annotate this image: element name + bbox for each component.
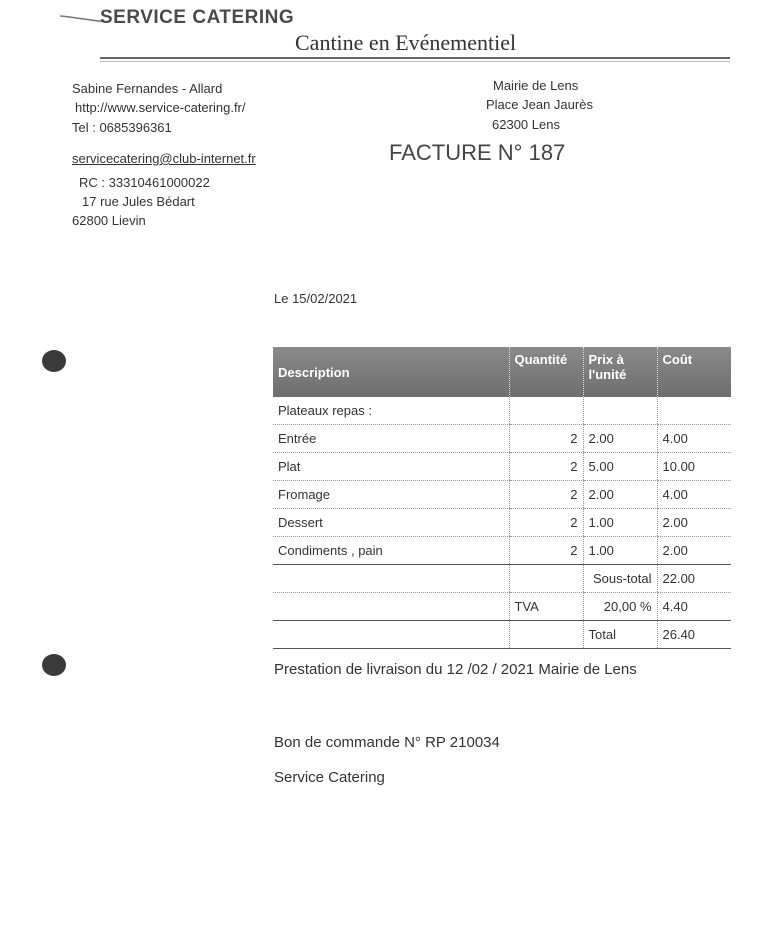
signature-name: Service Catering — [274, 769, 385, 786]
subtotal-row — [273, 565, 731, 593]
punch-hole-bottom — [42, 654, 66, 676]
recipient-city: 62300 Lens — [492, 117, 560, 132]
item-description: Plat — [273, 453, 509, 481]
header-unit-price-line2: l'unité — [588, 367, 627, 382]
subtotal-value: 22.00 — [657, 565, 731, 593]
item-unit-price: 1.00 — [583, 509, 657, 537]
section-label: Plateaux repas : — [273, 397, 509, 425]
item-quantity: 2 — [509, 425, 583, 453]
recipient-address: Place Jean Jaurès — [486, 97, 593, 112]
item-cost: 4.00 — [657, 481, 731, 509]
table-row — [273, 453, 731, 481]
sender-contact: Sabine Fernandes - Allard — [72, 81, 223, 96]
item-cost: 10.00 — [657, 453, 731, 481]
total-row — [273, 621, 731, 649]
header-quantity: Quantité — [509, 347, 583, 397]
sender-email[interactable]: servicecatering@club-internet.fr — [72, 151, 256, 166]
item-description: Dessert — [273, 509, 509, 537]
header-divider — [100, 57, 730, 59]
tax-label: TVA — [509, 593, 583, 621]
sender-address: 17 rue Jules Bédart — [82, 194, 195, 209]
item-quantity: 2 — [509, 537, 583, 565]
item-unit-price: 2.00 — [583, 425, 657, 453]
item-quantity: 2 — [509, 481, 583, 509]
item-unit-price: 2.00 — [583, 481, 657, 509]
tax-rate: 20,00 % — [583, 593, 657, 621]
sender-rc: RC : 33310461000022 — [79, 175, 210, 190]
total-value: 26.40 — [657, 621, 731, 649]
table-row — [273, 481, 731, 509]
item-description: Condiments , pain — [273, 537, 509, 565]
sender-city: 62800 Lievin — [72, 213, 146, 228]
header-unit-price-line1: Prix à — [588, 352, 624, 367]
header-unit-price — [583, 347, 657, 397]
tax-value: 4.40 — [657, 593, 731, 621]
order-reference: Bon de commande N° RP 210034 — [274, 734, 500, 751]
item-cost: 2.00 — [657, 509, 731, 537]
item-description: Entrée — [273, 425, 509, 453]
table-row — [273, 425, 731, 453]
sender-website[interactable]: http://www.service-catering.fr/ — [75, 100, 246, 115]
header-description: Description — [273, 347, 509, 397]
invoice-items-table — [273, 347, 731, 649]
item-unit-price: 1.00 — [583, 537, 657, 565]
delivery-note: Prestation de livraison du 12 /02 / 2021 Mairie de Lens — [274, 661, 637, 678]
header-divider-secondary — [100, 61, 730, 62]
item-cost: 2.00 — [657, 537, 731, 565]
header-cost: Coût — [657, 347, 731, 397]
item-cost: 4.00 — [657, 425, 731, 453]
table-header-row — [273, 347, 731, 397]
invoice-title: FACTURE N° 187 — [389, 140, 566, 165]
item-unit-price: 5.00 — [583, 453, 657, 481]
company-tagline: Cantine en Evénementiel — [295, 30, 517, 55]
table-row — [273, 537, 731, 565]
item-quantity: 2 — [509, 509, 583, 537]
item-quantity: 2 — [509, 453, 583, 481]
table-row — [273, 397, 731, 425]
sender-phone: Tel : 0685396361 — [72, 120, 172, 135]
invoice-date: Le 15/02/2021 — [274, 291, 358, 306]
punch-hole-top — [42, 350, 66, 372]
subtotal-label: Sous-total — [583, 565, 657, 593]
recipient-name: Mairie de Lens — [493, 78, 579, 93]
tax-row — [273, 593, 731, 621]
company-name: SERVICE CATERING — [100, 7, 295, 28]
table-row — [273, 509, 731, 537]
total-label: Total — [583, 621, 657, 649]
item-description: Fromage — [273, 481, 509, 509]
